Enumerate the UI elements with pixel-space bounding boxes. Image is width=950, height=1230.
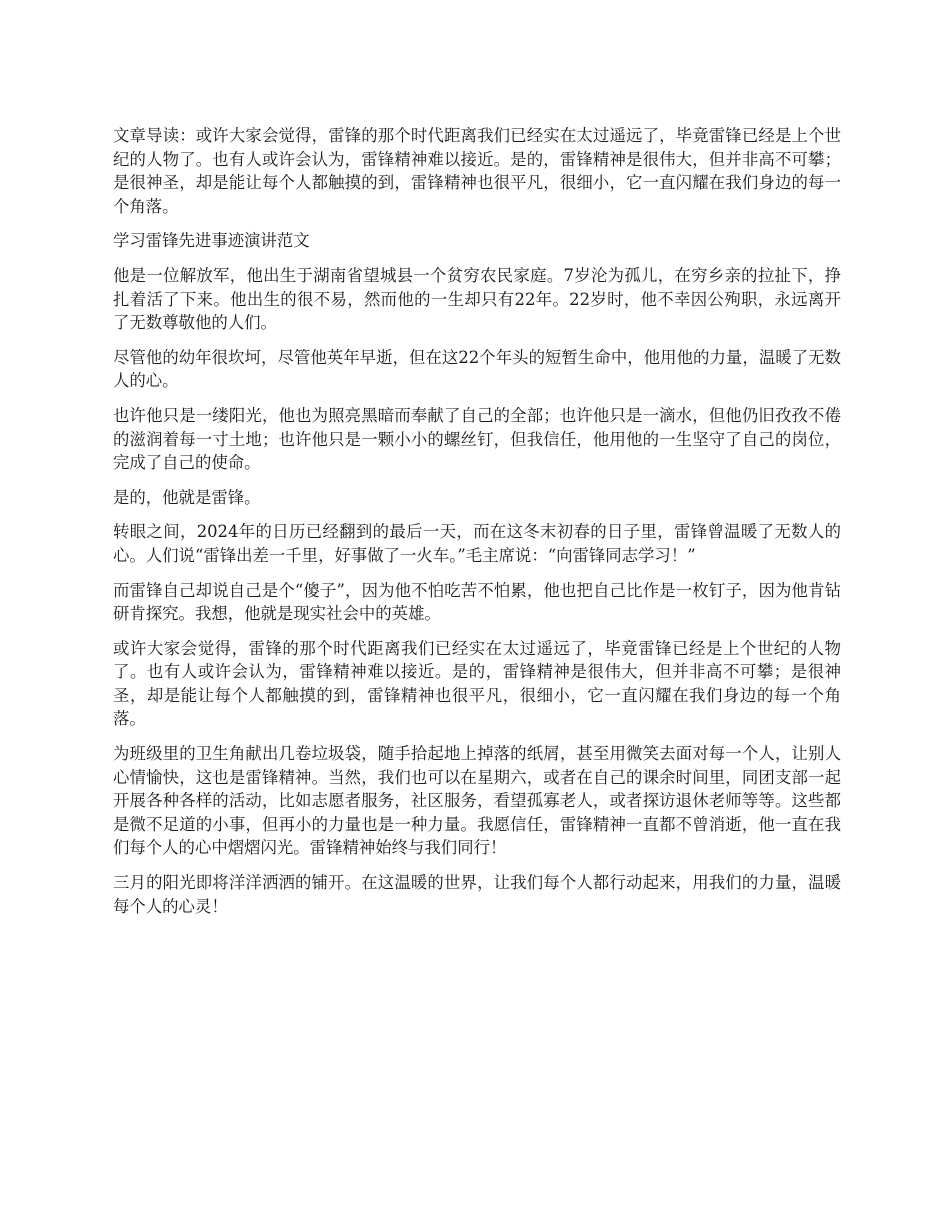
paragraph-5: 转眼之间，2024年的日历已经翻到的最后一天，而在这冬末初春的日子里，雷锋曾温暖了无数人的心。人们说“雷锋出差一千里，好事做了一火车。”毛主席说：“向雷锋同志学习！” xyxy=(113,522,841,565)
paragraph-3: 也许他只是一缕阳光，他也为照亮黑暗而奉献了自己的全部；也许他只是一滴水，但他仍旧孜孜不倦的滋润着每一寸土地；也许他只是一颗小小的螺丝钉，但我信任，他用他的一生坚守了自己的岗位，完成了自己的使命。 xyxy=(113,405,841,473)
article-title: 学习雷锋先进事迹演讲范文 xyxy=(113,231,310,251)
paragraph-6: 而雷锋自己却说自己是个“傻子”，因为他不怕吃苦不怕累，他也把自己比作是一枚钉子，因为他肯钻研肯探究。我想，他就是现实社会中的英雄。 xyxy=(113,580,841,624)
paragraph-8: 为班级里的卫生角献出几卷垃圾袋，随手拾起地上掉落的纸屑，甚至用微笑去面对每一个人，让别人心情愉快，这也是雷锋精神。当然，我们也可以在星期六，或者在自己的课余时间里，同团支部一起开展各种各样的活动，比如志愿者服务，社区服务，看望孤寡老人，或者探访退休老师等等。这些都是微不足道的小事，但再小的力量也是一种力量。我愿信任，雷锋精神一直都不曾消逝，他一直在我们每个人的心中熠熠闪光。雷锋精神始终与我们同行！ xyxy=(113,744,841,858)
paragraph-7: 或许大家会觉得，雷锋的那个时代距离我们已经实在太过遥远了，毕竟雷锋已经是上个世纪的人物了。也有人或许会认为，雷锋精神难以接近。是的，雷锋精神是很伟大，但并非高不可攀；是很神圣，却是能让每个人都触摸的到，雷锋精神也很平凡，很细小，它一直闪耀在我们身边的每一个角落。 xyxy=(113,638,841,729)
paragraph-4: 是的，他就是雷锋。 xyxy=(113,487,261,507)
paragraph-2: 尽管他的幼年很坎坷，尽管他英年早逝，但在这22个年头的短暂生命中，他用他的力量，温暖了无数人的心。 xyxy=(113,347,841,391)
document-body xyxy=(113,124,841,929)
article-intro: 文章导读：或许大家会觉得，雷锋的那个时代距离我们已经实在太过遥远了，毕竟雷锋已经是上个世纪的人物了。也有人或许会认为，雷锋精神难以接近。是的，雷锋精神是很伟大，但并非高不可攀；是很神圣，却是能让每个人都触摸的到，雷锋精神也很平凡，很细小，它一直闪耀在我们身边的每一个角落。 xyxy=(113,126,841,216)
paragraph-9: 三月的阳光即将洋洋洒洒的铺开。在这温暖的世界，让我们每个人都行动起来，用我们的力量，温暖每个人的心灵！ xyxy=(113,873,841,916)
paragraph-1: 他是一位解放军，他出生于湖南省望城县一个贫穷农民家庭。7岁沦为孤儿，在穷乡亲的拉扯下，挣扎着活了下来。他出生的很不易，然而他的一生却只有22年。22岁时，他不幸因公殉职，永远离开了无数尊敬他的人们。 xyxy=(113,265,841,333)
